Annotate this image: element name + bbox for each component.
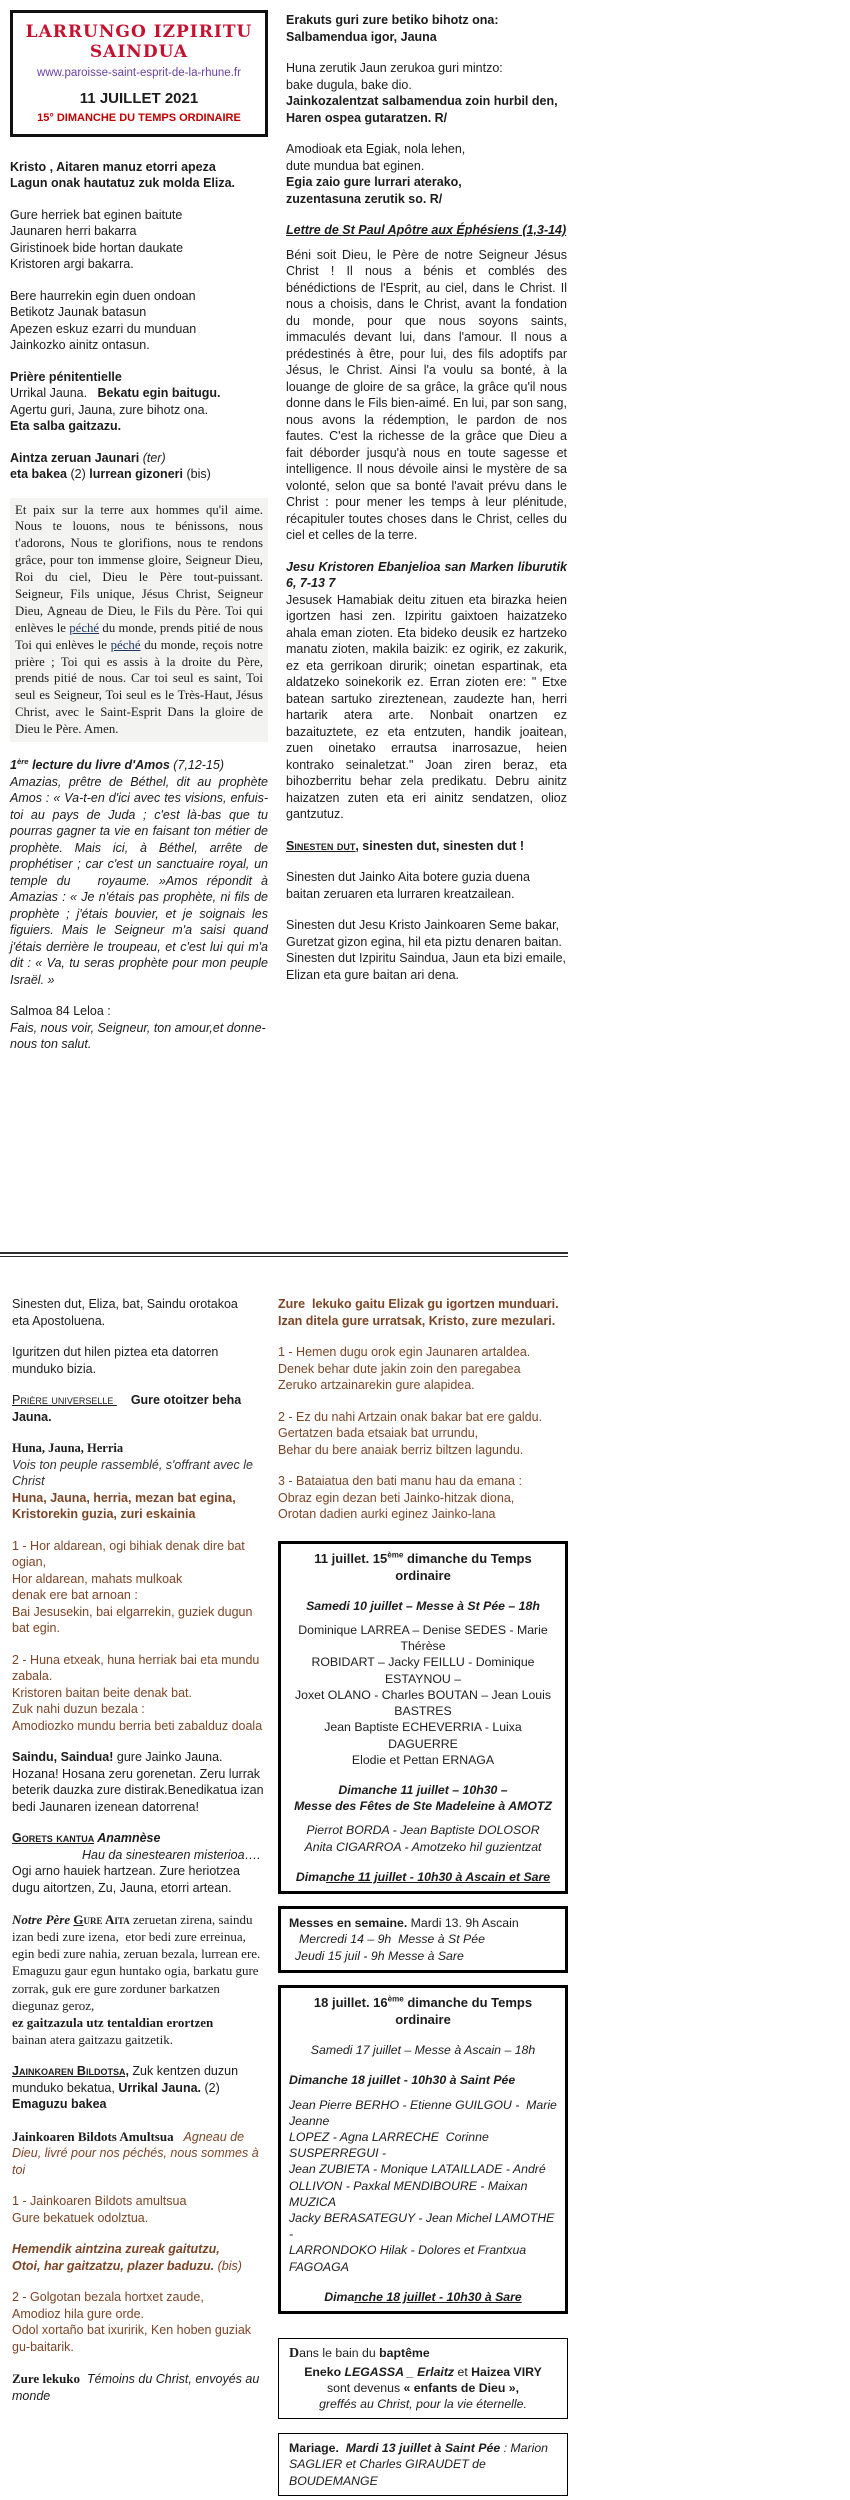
second-reading (286, 222, 567, 544)
intentions-list (289, 2097, 557, 2275)
parish-title: LARRUNGO IZPIRITU SAINDUA (25, 22, 253, 62)
text-line: Gertatzen bada etsaiak bat urrundu, (278, 1426, 479, 1440)
penitential-line-2: Agertu guri, Jauna, zure bihotz ona. (10, 402, 209, 417)
psalm-verse-lines (286, 60, 567, 93)
sanctus-bold: Saindu, Saindua! (12, 1750, 114, 1764)
text-run: G (73, 1912, 84, 1927)
text-line: Sinesten dut, Eliza, bat, Saindu orotakoa (12, 1297, 238, 1311)
text-line: Anita CIGARROA - Amotzeko hil guzientzat (304, 1839, 542, 1854)
text-run: sinesten dut, sinesten dut ! (358, 838, 525, 853)
psalm-verse-bold-lines (286, 93, 567, 126)
final-hymn-verse-3 (278, 1473, 568, 1523)
agnus-label: Jainkoaren Bildotsa, (12, 2064, 129, 2079)
credo-smallcaps: Sinesten dut, (286, 838, 359, 853)
text-run: lurrean gizoneri (89, 467, 187, 482)
top-left-column (10, 10, 268, 1068)
anamnesis (12, 1830, 268, 1896)
masthead-box (10, 10, 268, 137)
text-run: (bis) (186, 467, 211, 482)
text-line: Gure herriek bat eginen baitute (10, 207, 183, 222)
text-line: 1 - Hemen dugu orok egin Jaunaren artaldea. (278, 1345, 531, 1359)
text-run: nche 11 juillet - 10h30 à Ascain et Sare (325, 1869, 551, 1884)
text-run: du monde, reçois notre prière ; Toi qui es assis à la droite du Père, prends pitié de nous. Car toi seul es saint, Toi seul es Seigneur, Toi seul es le Très-Haut, Jésus Christ, avec le Saint-Esprit Dans la gloire de Dieu le Père. Amen. (15, 637, 263, 737)
text-run: Eneko (304, 2364, 345, 2379)
text-run: ans le bain du (299, 2346, 380, 2361)
ordinal-superscript: ème (387, 1994, 404, 2004)
psalm-refrain: Fais, nous voir, Seigneur, ton amour,et donne-nous ton salut. (10, 1020, 266, 1052)
weekday-masses-box (278, 1906, 568, 1973)
text-line: eta Apostoluena. (12, 1313, 106, 1328)
text-line: dute mundua bat eginen. (286, 158, 425, 173)
text-line: 1 - Jainkoaren Bildots amultsua (12, 2194, 187, 2209)
weekday-line-3: Jeudi 15 juil - 9h Messe à Sare (295, 1948, 464, 1963)
text-run: du monde, prends pitié de nous Toi qui enlèves le (15, 620, 263, 652)
communion-refrain (12, 2241, 268, 2274)
wedding-date: Mardi 13 juillet à Saint Pée (338, 2441, 504, 2456)
offertory-title: Huna, Jauna, Herria (12, 1441, 124, 1455)
gloria-line-2 (10, 466, 268, 483)
text-run: dimanche du Temps ordinaire (395, 1994, 533, 2027)
text-run: dimanche du Temps ordinaire (395, 1550, 532, 1583)
text-line: Behar du bere anaiak berriz biltzen lagundu. (278, 1442, 524, 1457)
text-run: (7,12-15) (173, 758, 225, 773)
final-hymn-french: Témoins du Christ, envoyés au monde (12, 2372, 260, 2403)
gospel-title: Jesu Kristoren Ebanjelioa san Marken liburutik 6, 7-13 7 (286, 559, 567, 590)
sunday-other-masses-line (289, 2289, 557, 2305)
penitential-prayer (10, 369, 268, 435)
communion-hymn-title (12, 2128, 268, 2179)
text-run: baptême (379, 2346, 430, 2361)
weekday-line-2: Mercredi 14 – 9h Messe à St Pée (299, 1932, 485, 1947)
text-run: Aintza zeruan Jaunari (10, 450, 143, 465)
text-line: Betikotz Jaunak batasun (10, 305, 147, 320)
wedding-names: : Marion SAGLIER et Charles GIRAUDET de BOUDEMANGE (289, 2441, 549, 2488)
bottom-left-column (12, 1296, 268, 2419)
wedding-label: Mariage. (289, 2441, 339, 2456)
sunday-other-masses-line (289, 1869, 557, 1885)
psalm-verse-bold-lines (286, 174, 567, 207)
text-run: Zuk kentzen duzun munduko bekatua, (12, 2064, 239, 2095)
peche-link[interactable]: péché (110, 637, 141, 652)
text-line: Pierrot BORDA - Jean Baptiste DOLOSOR (306, 1823, 540, 1838)
text-line: Jainkozalentzat salbamendua zoin hurbil den, (286, 94, 558, 108)
text-line: LARRONDOKO Hilak - Dolores et Frantxua FAGOAGA (289, 2243, 527, 2274)
text-line: Jacky BERASATEGUY - Jean Michel LAMOTHE - (289, 2211, 555, 2242)
text-line: Amodioz hila gure orde. (12, 2306, 145, 2321)
text-line: Jainkozko ainitz ontasun. (10, 338, 150, 353)
baptism-line-3 (289, 2380, 557, 2396)
our-father-last-line: bainan atera gaitzazu gaitzetik. (12, 2032, 173, 2048)
text-line: Giristinoek bide hortan daukate (10, 240, 184, 255)
anamnesis-invitation: Hau da sinestearen misterioa…. (82, 1847, 261, 1862)
sanctus (12, 1749, 268, 1815)
communion-refrain-line-2 (12, 2258, 268, 2275)
text-run: nche 18 juillet - 10h30 à Sare (354, 2289, 522, 2304)
baptism-intro (289, 2345, 557, 2363)
text-line: Salbamendua igor, Jauna (286, 29, 437, 44)
text-line: Dimanche 11 juillet – 10h30 – (338, 1783, 508, 1797)
text-run: D (289, 2346, 300, 2362)
offertory-refrain (12, 1490, 268, 1523)
text-line: 2 - Ez du nahi Artzain onak bakar bat ere galdu. (278, 1409, 543, 1424)
text-run: Messes en semaine. (289, 1916, 408, 1931)
gospel-text: Jesusek Hamabiak deitu zituen eta birazka heien igortzen hasi zen. Izpiritu gaixtoen haizatzeko ahala eman zioten. Eta bideko deusik ez hartzeko manatu zioten, makila baizik: ez ogirik, ez zakurik, ez eta gerrikoan dirurik; oinetan espartinak, eta aldatzeko soinekorik ez. Erran zioten ere: " Etxe batean sartuko zireztenean, zaudezte han, herri hartarik atera arte. Nonbait onartzen ez bazaituztete, ez eta entzuten, handik joaitean, zuen oinetako errautsa inarrosazue, heien kontrako seinaletzat." Joan ziren beraz, eta bihozberritu behar zela predikatu. Debru ainitz haizatzen zuten eta eri ainitz sendatzen, olioz gantzutuz. (286, 592, 567, 821)
text-line: Jaunaren herri bakarra (10, 224, 137, 239)
text-run: Emaguzu bakea (12, 2097, 107, 2112)
text-line: Kristoren argi bakarra. (10, 257, 134, 272)
text-line: Denek behar dute jakin zoin den paregabea (278, 1361, 521, 1376)
saturday-mass-line: Samedi 10 juillet – Messe à St Pée – 18h (306, 1598, 540, 1613)
box-title (289, 1994, 557, 2028)
first-reading-text: Amazias, prêtre de Béthel, dit au prophète Amos : « Va-t-en d'ici avec tes visions, enfuis-toi au pays de Juda ; c'est là-bas que tu pourras gagner ta vie en faisant ton métier de prophète. Mais ici, à Béthel, arrête de prophétiser ; car c'est un sanctuaire royal, un temple du royaume. »Amos répondit à Amazias : « Je n'étais pas prophète, ni fils de prophète ; j'étais bouvier, et je soignais les figuiers. Mais le Seigneur m'a saisi quand j'étais derrière le troupeau, et c'est lui qui m'a dit : « Va, tu seras prophète pour mon peuple Israël. » (10, 774, 268, 987)
text-line: Egia zaio gure lurrari aterako, (286, 175, 462, 189)
offertory-hymn (12, 1440, 268, 1523)
psalm-label: Salmoa 84 Leloa : (10, 1004, 111, 1019)
credo-article-4: Iguritzen dut hilen piztea eta datorren munduko bizia. (12, 1345, 219, 1376)
credo-article-1: Sinesten dut Jainko Aita botere guzia duena baitan zeruaren eta lurraren kreatzailean. (286, 870, 530, 901)
baptism-line-4: greffés au Christ, pour la vie éternelle. (319, 2397, 527, 2412)
our-father (12, 1911, 268, 2048)
text-line: Amodioak eta Egiak, nola lehen, (286, 142, 466, 156)
gloria-line-1 (10, 450, 268, 467)
text-line: Amodiozko mundu berria beti zabalduz doala (12, 1718, 263, 1733)
final-hymn-verse-2 (278, 1409, 568, 1459)
page-divider-line (0, 1252, 568, 1257)
weekday-line-1 (289, 1915, 557, 1931)
communion-title-basque: Jainkoaren Bildots Amultsua (12, 2128, 174, 2144)
gloria-refrain (10, 450, 268, 483)
anamnesis-label: Gorets kantua (12, 1831, 95, 1845)
box-title (289, 1550, 557, 1584)
saturday-mass-line: Samedi 17 juillet – Messe à Ascain – 18h (310, 2043, 536, 2058)
text-line: Lagun onak hautatuz zuk molda Eliza. (10, 176, 236, 191)
mass-schedule-box-18-july (278, 1985, 568, 2314)
anamnesis-text: Ogi arno hauiek hartzean. Zure heriotzea dugu aitortzen, Zu, Jauna, etorri artean. (12, 1864, 240, 1895)
anamnesis-title (12, 1830, 268, 1847)
text-line: Joxet OLANO - Charles BOUTAN – Jean Louis BASTRES (294, 1687, 552, 1719)
intentions-list (289, 1822, 557, 1854)
universal-prayer (12, 1392, 268, 1425)
hymn-entrance-verse-2 (10, 288, 268, 354)
universal-prayer-response: Gure otoitzer beha Jauna. (12, 1393, 242, 1424)
text-line: Erakuts guri zure betiko bihotz ona: (286, 13, 499, 27)
text-run: Mardi 13. 9h Ascain (407, 1916, 519, 1931)
text-line: Bere haurrekin egin duen ondoan (10, 288, 196, 303)
text-line: Dominique LARREA – Denise SEDES - Marie Thérèse (298, 1623, 548, 1654)
sunday-mass-line (289, 1782, 557, 1814)
first-reading (10, 757, 268, 988)
text-run: Haizea VIRY (471, 2364, 542, 2379)
gospel (286, 559, 567, 823)
hymn-entrance-verse-1 (10, 207, 268, 273)
mass-schedule-box-11-july (278, 1541, 568, 1895)
our-father-text: zeruetan zirena, saindu izan bedi zure izena, etor bedi zure erreinua, egin bedi zure nahia, zeruan bezala, lurrean ere. Emaguzu gaur egun huntako ogia, barkatu gure zorrak, guk ere gure zorduner barkatzen diegunaz geroz, (12, 1912, 261, 2013)
agnus-dei (12, 2063, 268, 2113)
sunday-title: 15° DIMANCHE DU TEMPS ORDINAIRE (37, 112, 241, 125)
text-line: Orotan dadien aurki eginez Jainko-lana (278, 1507, 496, 1521)
text-run: 18 juillet. 16 (313, 1994, 388, 2010)
first-reading-title (10, 757, 268, 774)
bulletin-date: 11 JUILLET 2021 (79, 90, 199, 108)
final-hymn-title (12, 2370, 268, 2404)
second-reading-title: Lettre de St Paul Apôtre aux Éphésiens (1,3-14) (286, 223, 567, 237)
credo-article-3 (12, 1296, 268, 1329)
offertory-french: Vois ton peuple rassemblé, s'offrant avec le Christ (12, 1457, 253, 1488)
text-line: Hor aldarean, mahats mulkoak (12, 1571, 183, 1586)
text-line: 2 - Golgotan bezala hortxet zaude, (12, 2290, 204, 2305)
our-father-bold-line: ez gaitzazula utz tentaldian erortzen (12, 2014, 214, 2030)
text-line: Kristoren baitan beite denak bat. (12, 1685, 192, 1700)
text-line: Huna, Jauna, herria, mezan bat egina, (12, 1490, 236, 1505)
peche-link[interactable]: péché (69, 620, 100, 635)
gloria-french-text (10, 498, 268, 742)
communion-verse-2 (12, 2289, 268, 2355)
communion-refrain-line-1: Hemendik aintzina zureak gaitutzu, (12, 2242, 220, 2257)
text-line: Kristo , Aitaren manuz etorri apeza (10, 159, 216, 174)
text-line: bake dugula, bake dio. (286, 77, 412, 92)
text-run: LEGASSA _ Erlaitz (344, 2364, 455, 2379)
text-line: 3 - Bataiatua den bati manu hau da emana : (278, 1474, 522, 1488)
our-father-french-label: Notre Père (12, 1912, 74, 1927)
intentions-list (289, 1622, 557, 1768)
text-line: Elodie et Pettan ERNAGA (351, 1752, 495, 1767)
text-run: eta bakea (10, 467, 71, 482)
text-run: (2) (70, 467, 90, 482)
text-line: Zuk nahi duzun bezala : (12, 1702, 145, 1716)
second-reading-text: Béni soit Dieu, le Père de notre Seigneur Jésus Christ ! Il nous a bénis et comblés des bénédictions de l'Esprit, au ciel, dans le Christ. Il nous a choisis, dans le Christ, avant la fondation du monde, pour que nous soyons saints, immaculés devant lui, dans l'amour. Il nous a prédestinés à être, pour lui, des fils adoptifs par Jésus, le Christ. Ainsi l'a voulu sa bonté, à la louange de gloire de sa grâce, la grâce qu'il nous donne dans le Fils bien-aimé. En lui, par son sang, nous avons la rédemption, le pardon de nos fautes. C'est la richesse de la grâce que Dieu a fait déborder jusqu'à nous en toute sagesse et intelligence. Il nous dévoile ainsi le mystère de sa volonté, selon que sa bonté l'avait prévu dans le Christ : pour mener les temps à leur plénitude, récapituler toutes choses dans le Christ, celles du ciel et celles de la terre. (286, 247, 567, 542)
credo-article-2: Sinesten dut Jesu Kristo Jainkoaren Seme bakar, Guretzat gizon egina, hil eta piztu denaren baitan. Sinesten dut Izpiritu Saindua, Jaun eta bizi emaile, Elizan eta gure baitan ari dena. (286, 918, 567, 982)
text-run: (2) (201, 2080, 224, 2095)
text-line: Messe des Fêtes de Ste Madeleine à AMOTZ (294, 1799, 552, 1814)
text-run: « enfants de Dieu », (403, 2380, 520, 2395)
text-run: Dima (324, 2289, 355, 2304)
text-line: 1 - Hor aldarean, ogi bihiak denak dire bat ogian, (12, 1538, 245, 1569)
text-run: Et paix sur la terre aux hommes qu'il aime. Nous te louons, nous te bénissons, nous t'adorons, Nous te glorifions, nous te rendons grâce, pour ton immense gloire, Seigneur Dieu, Roi du ciel, Dieu le Père tout-puissant. Seigneur, Fils unique, Jésus Christ, Seigneur Dieu, Agneau de Dieu, le Fils du Père. Toi qui enlèves le (15, 502, 263, 635)
offertory-verse-2 (12, 1652, 268, 1735)
text-run: Otoi, har gaitzatzu, plazer baduzu. (12, 2258, 215, 2273)
top-right-column (286, 12, 567, 998)
hymn-entrance-refrain (10, 159, 268, 192)
offertory-verse-1 (12, 1538, 268, 1637)
text-line: ROBIDART – Jacky FEILLU - Dominique ESTAYNOU – (311, 1655, 535, 1686)
text-run: et (454, 2364, 472, 2379)
text-line: Jean Baptiste ECHEVERRIA - Luixa DAGUERRE (324, 1720, 522, 1751)
universal-prayer-label: Prière universelle (12, 1393, 117, 1407)
communion-verse-1 (12, 2193, 268, 2226)
our-father-basque-label: ure Aita (83, 1912, 130, 1927)
text-line: Jean ZUBIETA - Monique LATAILLADE - André (289, 2162, 546, 2177)
text-line: Zure lekuko gaitu Elizak gu igortzen munduari. (278, 1297, 559, 1311)
bottom-right-column (278, 1296, 568, 2500)
final-hymn-refrain (278, 1296, 568, 1329)
text-line: Jean Pierre BERHO - Etienne GUILGOU - Marie Jeanne (289, 2097, 557, 2128)
text-line: Kristorekin guzia, zuri eskainia (12, 1507, 196, 1521)
text-line: Apezen eskuz ezarri du munduan (10, 321, 197, 336)
spacer (278, 2326, 568, 2338)
ordinal-superscript: ème (387, 1550, 404, 1560)
text-run: lecture du livre d'Amos (28, 758, 174, 773)
text-line: Huna zerutik Jaun zerukoa guri mintzo: (286, 61, 503, 75)
credo-heading (286, 838, 567, 855)
text-line: denak ere bat arnoan : (12, 1588, 138, 1602)
text-line: Obraz egin dezan beti Jainko-hitzak diona, (278, 1490, 515, 1505)
text-run: Bekatu egin baitugu. (97, 386, 221, 401)
text-run: 11 juillet. 15 (314, 1550, 388, 1566)
sunday-mass-line: Dimanche 18 juillet - 10h30 à Saint Pée (289, 2073, 516, 2088)
anamnesis-french-label: Anamnèse (94, 1831, 161, 1845)
psalm-verse-lines (286, 141, 567, 174)
text-line: 2 - Huna etxeak, huna herriak bai eta mundu zabala. (12, 1652, 260, 1683)
text-run: gure Jainko Jauna. Hozana! Hosana zeru gorenetan. Zeru lurrak beterik dauzka zure distirak.Benedikatua izan bedi Jaunaren izenean datorrena! (12, 1750, 264, 1814)
final-hymn-verse-1 (278, 1344, 568, 1394)
text-run: sont devenus (326, 2380, 404, 2395)
text-line: zuzentasuna zerutik so. R/ (286, 191, 443, 206)
text-line: Bai Jesusekin, bai elgarrekin, guziek dugun bat egin. (12, 1604, 253, 1635)
text-line: Haren ospea gutaratzen. R/ (286, 110, 448, 125)
baptism-names (289, 2364, 557, 2380)
text-run: Dima (295, 1869, 326, 1884)
text-line: Odol xortaño bat ixuririk, Ken hoben guziak gu-baitarik. (12, 2323, 252, 2354)
penitential-title: Prière pénitentielle (10, 369, 122, 384)
psalm-verse-2 (286, 141, 567, 207)
ordinal-superscript: ère (16, 756, 29, 766)
penitential-line-1 (10, 385, 268, 402)
baptism-box (278, 2338, 568, 2419)
text-run: Urrikal Jauna. (10, 386, 98, 401)
text-line: Gure bekatuek odolztua. (12, 2210, 149, 2225)
text-line: OLLIVON - Paxkal MENDIBOURE - Maixan MUZICA (289, 2178, 528, 2209)
text-line: Izan ditela gure urratsak, Kristo, zure mezulari. (278, 1313, 556, 1328)
text-run: 1 (10, 758, 17, 773)
bis-marker: (bis) (214, 2258, 242, 2273)
text-line: LOPEZ - Agna LARRECHE Corinne SUSPERREGUI - (289, 2129, 489, 2161)
communion-title-french: Agneau de Dieu, livré pour nos péchés, nous sommes à toi (12, 2129, 259, 2177)
psalm-verse-1 (286, 60, 567, 126)
penitential-line-3: Eta salba gaitzazu. (10, 419, 122, 434)
psalm (10, 1003, 268, 1053)
wedding-box (278, 2433, 568, 2496)
psalm-response-bold (286, 12, 567, 45)
text-run: Urrikal Jauna. (118, 2080, 202, 2095)
text-line: Zeruko artzainarekin gure alapidea. (278, 1378, 475, 1392)
parish-website: www.paroisse-saint-esprit-de-la-rhune.fr (37, 67, 241, 80)
text-run: (ter) (142, 450, 166, 465)
final-hymn-basque: Zure lekuko (12, 2371, 81, 2387)
